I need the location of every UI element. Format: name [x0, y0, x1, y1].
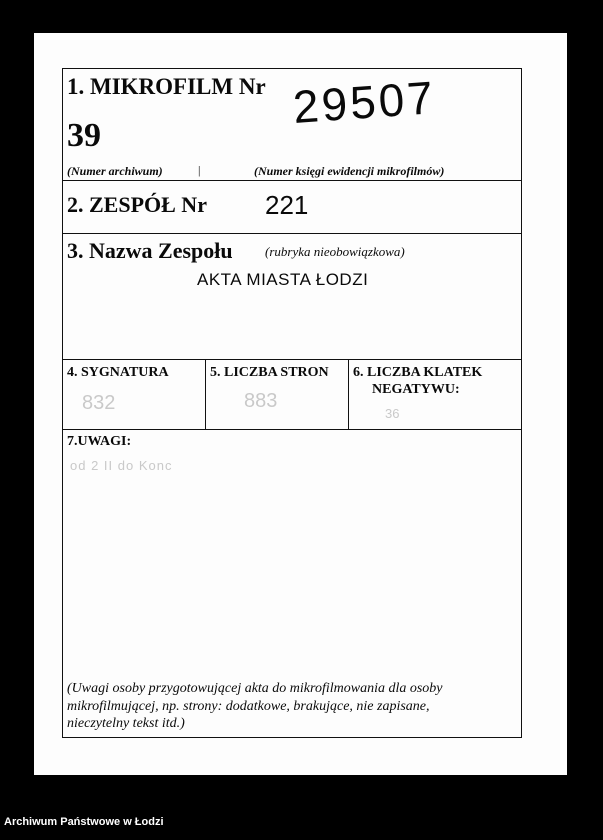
zespol-name: AKTA MIASTA ŁODZI — [197, 270, 369, 289]
mikrofilm-heading: 1. MIKROFILM Nr — [67, 74, 266, 99]
uwagi-footnote-line3: nieczytelny tekst itd.) — [67, 716, 185, 731]
optional-note: (rubryka nieobowiązkowa) — [265, 244, 405, 259]
archive-number-caption: (Numer archiwum) — [67, 164, 163, 178]
uwagi-handwritten: od 2 II do Konc — [70, 458, 173, 473]
nazwa-zespolu-heading: 3. Nazwa Zespołu — [67, 238, 233, 263]
divider — [63, 429, 521, 430]
uwagi-footnote-line1: (Uwagi osoby przygotowującej akta do mikrofilmowania dla osoby — [67, 681, 443, 696]
negatywu-heading: NEGATYWU: — [372, 382, 460, 397]
divider — [348, 359, 349, 429]
uwagi-footnote-line2: mikrofilmującej, np. strony: dodatkowe, brakujące, nie zapisane, — [67, 699, 430, 714]
sygnatura-value: 832 — [82, 392, 116, 414]
uwagi-heading: 7.UWAGI: — [67, 434, 132, 449]
archive-number: 39 — [67, 117, 101, 154]
divider — [63, 180, 521, 181]
liczba-stron-heading: 5. LICZBA STRON — [210, 365, 329, 380]
zespol-heading: 2. ZESPÓŁ Nr — [67, 192, 207, 217]
handwritten-register-number: 29507 — [291, 71, 438, 134]
liczba-stron-value: 883 — [244, 390, 278, 412]
divider — [63, 233, 521, 234]
sygnatura-heading: 4. SYGNATURA — [67, 365, 169, 380]
liczba-klatek-value: 36 — [385, 406, 400, 421]
divider — [205, 359, 206, 429]
divider — [63, 359, 521, 360]
caption-separator: | — [198, 163, 201, 177]
register-number-caption: (Numer księgi ewidencji mikrofilmów) — [254, 164, 445, 178]
liczba-klatek-heading: 6. LICZBA KLATEK — [353, 365, 483, 380]
zespol-number: 221 — [265, 190, 309, 220]
archive-footer: Archiwum Państwowe w Łodzi — [4, 816, 164, 828]
